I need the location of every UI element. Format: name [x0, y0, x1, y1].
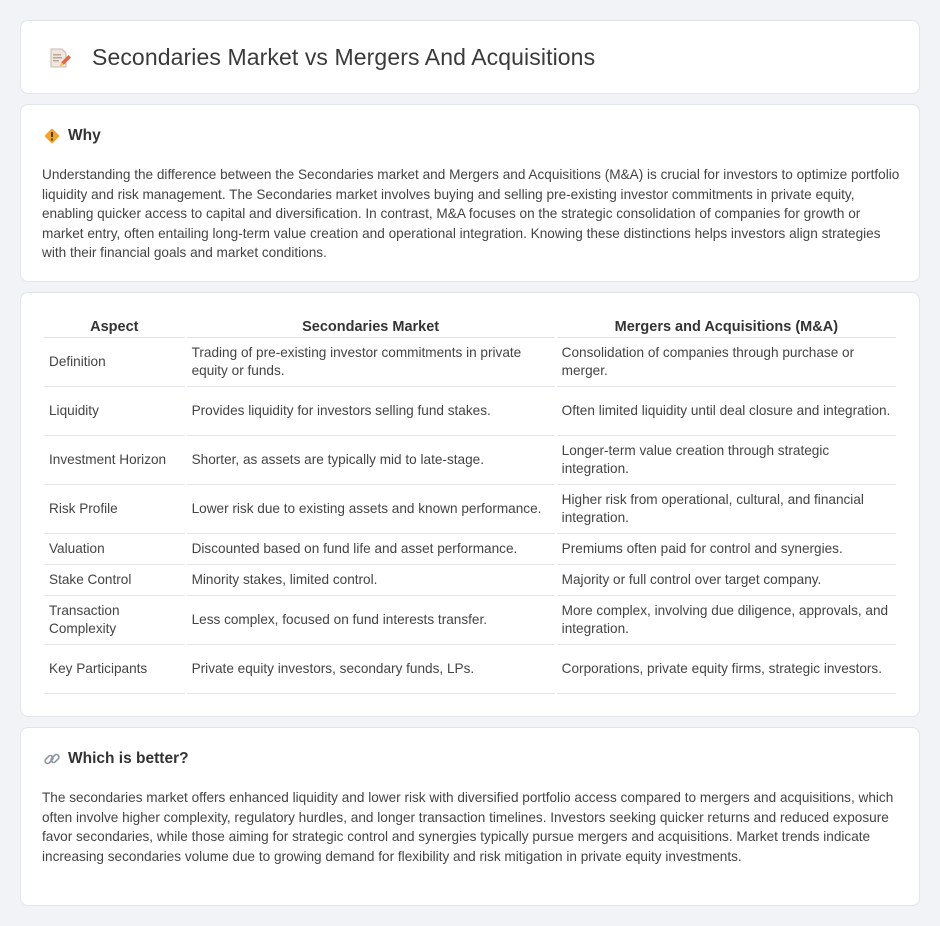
table-row [44, 387, 896, 436]
why-heading-text: Why [68, 127, 101, 144]
secondaries-cell: Less complex, focused on fund interests transfer. [187, 596, 555, 645]
column-header-aspect: Aspect [44, 315, 185, 338]
table-row [44, 565, 896, 596]
ma-cell: More complex, involving due diligence, approvals, and integration. [557, 596, 896, 645]
why-section [20, 104, 920, 282]
which-is-better-section [20, 727, 920, 906]
column-header-secondaries: Secondaries Market [187, 315, 555, 338]
link-icon [43, 750, 61, 768]
secondaries-cell: Provides liquidity for investors selling fund stakes. [187, 387, 555, 436]
diamond-warning-icon [43, 127, 61, 145]
secondaries-cell: Lower risk due to existing assets and known performance. [187, 485, 555, 534]
table-row [44, 436, 896, 485]
table-row [44, 338, 896, 387]
secondaries-cell: Minority stakes, limited control. [187, 565, 555, 596]
aspect-cell: Transaction Complexity [44, 596, 185, 645]
ma-cell: Higher risk from operational, cultural, and financial integration. [557, 485, 896, 534]
ma-cell: Corporations, private equity firms, strategic investors. [557, 645, 896, 694]
aspect-cell: Liquidity [44, 387, 185, 436]
table-row [44, 534, 896, 565]
table-header-row [44, 315, 896, 338]
page-title: Secondaries Market vs Mergers And Acquisitions [92, 44, 596, 70]
comparison-table-card [20, 292, 920, 717]
aspect-cell: Stake Control [44, 565, 185, 596]
comparison-table [42, 315, 898, 694]
column-header-ma: Mergers and Acquisitions (M&A) [557, 315, 896, 338]
table-row [44, 485, 896, 534]
ma-cell: Often limited liquidity until deal closure and integration. [557, 387, 896, 436]
ma-cell: Longer-term value creation through strategic integration. [557, 436, 896, 485]
header-card [20, 20, 920, 94]
aspect-cell: Investment Horizon [44, 436, 185, 485]
ma-cell: Majority or full control over target company. [557, 565, 896, 596]
better-paragraph: The secondaries market offers enhanced liquidity and lower risk with diversified portfolio access compared to mergers and acquisitions, which often involve higher complexity, regulatory hurdles, and longer transaction timelines. Investors seeking quicker returns and reduced exposure favor secondaries, while those aiming for strategic control and synergies typically pursue mergers and acquisitions. Market trends indicate increasing secondaries volume due to growing demand for flexibility and risk mitigation in private equity investments. [42, 790, 894, 864]
better-heading-text: Which is better? [68, 750, 189, 767]
table-row [44, 596, 896, 645]
document-edit-icon [47, 46, 71, 70]
why-paragraph: Understanding the difference between the Secondaries market and Mergers and Acquisitions (M&A) is crucial for investors to optimize portfolio liquidity and risk management. The Secondaries market involves buying and selling pre-existing investor commitments in private equity, enabling quicker access to capital and diversification. In contrast, M&A focuses on the strategic consolidation of companies for growth or market entry, often entailing long-term value creation and operational integration. Knowing these distinctions helps investors align strategies with their financial goals and market conditions. [42, 167, 900, 261]
table-row [44, 645, 896, 694]
secondaries-cell: Private equity investors, secondary funds, LPs. [187, 645, 555, 694]
why-heading [43, 127, 101, 145]
secondaries-cell: Trading of pre-existing investor commitments in private equity or funds. [187, 338, 555, 387]
aspect-cell: Valuation [44, 534, 185, 565]
ma-cell: Consolidation of companies through purchase or merger. [557, 338, 896, 387]
ma-cell: Premiums often paid for control and synergies. [557, 534, 896, 565]
secondaries-cell: Discounted based on fund life and asset performance. [187, 534, 555, 565]
aspect-cell: Definition [44, 338, 185, 387]
aspect-cell: Risk Profile [44, 485, 185, 534]
secondaries-cell: Shorter, as assets are typically mid to late-stage. [187, 436, 555, 485]
better-heading [43, 750, 189, 768]
aspect-cell: Key Participants [44, 645, 185, 694]
